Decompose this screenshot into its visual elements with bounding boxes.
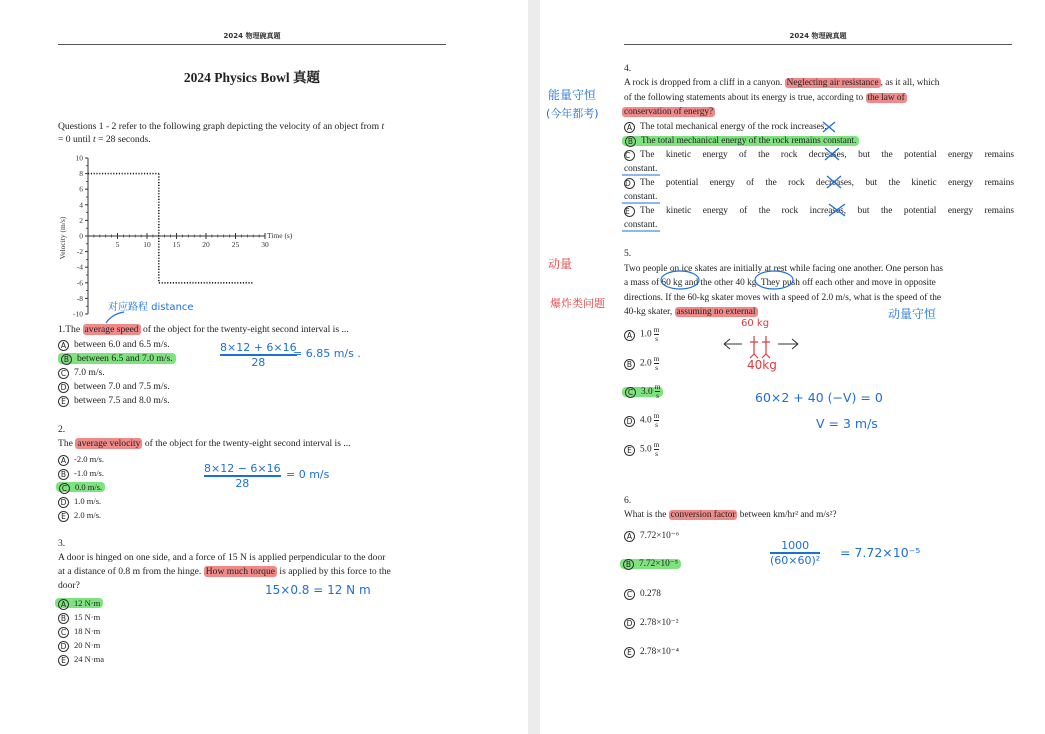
option-circle-icon: C [58, 368, 69, 379]
q4-option-a[interactable]: A The total mechanical energy of the rock increases. [624, 121, 827, 133]
q1-answer-highlight: B between 6.5 and 7.0 m/s. [58, 353, 176, 364]
option-circle-icon: D [58, 497, 69, 508]
q2-highlight: average velocity [77, 438, 141, 449]
unit-fraction: $\frac{m}{s}$ [653, 411, 660, 429]
chart-x-tick-label: 20 [202, 240, 210, 249]
option-circle-icon: A [58, 455, 69, 466]
q5-number: 5. [624, 248, 632, 259]
chart-y-tick-label: 10 [75, 153, 83, 163]
q6-calc-result: = 7.72×10⁻⁵ [840, 545, 921, 560]
velocity-time-chart [55, 150, 315, 320]
q2-calc-result: = 0 m/s [286, 468, 330, 481]
option-circle-icon: D [624, 416, 635, 427]
q5-note-conservation: 动量守恒 [888, 307, 937, 321]
q5-skaters-sketch [720, 330, 810, 360]
q5-option-d[interactable]: D $4.0 \frac{m}{s}$ [624, 412, 659, 429]
chart-y-tick-label: 8 [79, 169, 83, 179]
option-circle-icon: C [58, 627, 69, 638]
intro-line-1: Questions 1 - 2 refer to the following graph depicting the velocity of an object from t [58, 121, 385, 132]
q2-question: The average velocity of the object for the twenty-eight second interval is ... [58, 438, 351, 449]
option-circle-icon: E [624, 445, 635, 456]
option-circle-icon: E [624, 206, 635, 217]
option-circle-icon: E [58, 655, 69, 666]
option-circle-icon: B [61, 354, 72, 365]
q2-answer-highlight: C 0.0 m/s. [56, 482, 105, 492]
q5-line-3: directions. If the 60-kg skater moves with a speed of 2.0 m/s, what is the speed of the [624, 293, 942, 303]
chart-y-tick-label: -6 [76, 278, 83, 288]
option-circle-icon: D [58, 641, 69, 652]
option-circle-icon: B [58, 613, 69, 624]
q4-number: 4. [624, 63, 632, 74]
chart-series-line [88, 174, 253, 283]
q4-option-e[interactable]: E The kinetic energy of the rock increases, but the potential energy remains [625, 206, 1014, 216]
q2-option-b[interactable]: B -1.0 m/s. [58, 467, 104, 480]
option-circle-icon: A [58, 599, 69, 610]
q4-line-3 [622, 105, 715, 119]
q3-answer-highlight: A 12 N·m [55, 598, 103, 608]
option-circle-icon: B [58, 469, 69, 480]
q5-option-b[interactable]: B $2.0 \frac{m}{s}$ [624, 355, 659, 372]
q2-option-c[interactable] [56, 481, 105, 494]
q4-option-e-cont: constant. [624, 220, 658, 230]
q2-number: 2. [58, 424, 66, 435]
q4-option-d-cont: constant. [624, 192, 658, 202]
q4-note-1: 能量守恒 [548, 88, 597, 102]
q4-highlight-2: the law of [867, 93, 905, 103]
q4-option-c[interactable]: C The kinetic energy of the rock decreases, but the potential energy remains [625, 150, 1014, 160]
option-circle-icon: C [624, 589, 635, 600]
document-page-right [540, 0, 1045, 734]
unit-fraction: $\frac{m}{s}$ [654, 382, 661, 400]
q3-option-d[interactable]: D 20 N·m [58, 639, 100, 652]
q3-calc: 15×0.8 = 12 N m [265, 583, 371, 597]
option-circle-icon: D [624, 618, 635, 629]
q6-option-b[interactable] [620, 558, 681, 570]
q5-equation: 60×2 + 40 (−V) = 0 [755, 390, 883, 405]
q5-skater-label-top: 60 kg [741, 318, 770, 329]
option-circle-icon: A [624, 531, 635, 542]
q1-calc-result: = 6.85 m/s . [293, 347, 361, 360]
option-circle-icon: B [625, 136, 636, 147]
q6-option-d[interactable]: D 2.78×10⁻² [624, 617, 679, 629]
q1-highlight: average speed [84, 324, 139, 335]
q4-highlight-1: Neglecting air resistance [786, 78, 879, 88]
q3-option-a[interactable] [55, 597, 103, 610]
q3-line-1: A door is hinged on one side, and a force of 15 N is applied perpendicular to the door [58, 552, 386, 563]
q2-option-e[interactable]: E 2.0 m/s. [58, 509, 101, 522]
q4-underline-marks [620, 143, 664, 233]
q3-option-c[interactable]: C 18 N·m [58, 625, 100, 638]
q1-question: 1.The average speed of the object for the twenty-eight second interval is ... [58, 324, 349, 335]
q3-number: 3. [58, 538, 66, 549]
option-circle-icon: E [58, 396, 69, 407]
option-circle-icon: C [625, 387, 636, 398]
q3-option-e[interactable]: E 24 N·ma [58, 653, 104, 666]
chart-y-tick-label: -4 [76, 262, 83, 272]
q6-number: 6. [624, 495, 632, 506]
q4-option-d[interactable]: D The potential energy of the rock decreases, but the kinetic energy remains [625, 178, 1014, 188]
option-circle-icon: D [624, 178, 635, 189]
q4-line-1: A rock is dropped from a cliff in a canyon. Neglecting air resistance , as it all, which [624, 78, 940, 88]
q5-option-e[interactable]: E $5.0 \frac{m}{s}$ [624, 441, 659, 458]
q3-option-b[interactable]: B 15 N·m [58, 611, 100, 624]
q1-option-b[interactable] [58, 353, 176, 365]
chart-x-tick-label: 10 [143, 240, 151, 249]
q6-option-a[interactable]: A 7.72×10⁻⁶ [624, 530, 679, 542]
q6-calc-fraction: 1000 (60×60)² [770, 539, 821, 567]
chart-y-axis-label: Velocity (m/s) [58, 216, 67, 260]
q5-skater-label-bottom: 40kg [747, 358, 777, 372]
option-circle-icon: C [59, 483, 70, 494]
q3-line-3: door? [58, 580, 80, 591]
q1-option-e[interactable]: E between 7.5 and 8.0 m/s. [58, 395, 170, 407]
chart-y-tick-label: 4 [79, 200, 83, 210]
option-circle-icon: C [624, 150, 635, 161]
intro-line-2: = 0 until t = 28 seconds. [58, 134, 151, 145]
header-rule [58, 44, 446, 45]
option-circle-icon: A [624, 122, 635, 133]
option-circle-icon: E [58, 511, 69, 522]
q6-option-e[interactable]: E 2.78×10⁻⁴ [624, 646, 679, 658]
q6-option-c[interactable]: C 0.278 [624, 588, 661, 600]
q5-note-momentum: 动量 [548, 257, 573, 271]
chart-x-axis-label: Time (s) [267, 231, 293, 240]
option-circle-icon: A [624, 330, 635, 341]
unit-fraction: $\frac{m}{s}$ [653, 440, 660, 458]
q4-highlight-3: conservation of energy? [624, 107, 714, 117]
chart-x-tick-label: 5 [115, 240, 120, 249]
q6-question: What is the conversion factor between km/hr² and m/s²? [624, 510, 837, 520]
q5-line-4: 40-kg skater, assuming no external [624, 307, 756, 317]
q5-line-2: a mass of 60 kg and the other 40 kg. They push off each other and move in opposite [624, 278, 936, 288]
q1-note-arrow [104, 310, 126, 324]
q4-answer-highlight: B The total mechanical energy of the rock remains constant. [622, 136, 859, 146]
q1-note-distance: 对应路程 distance [108, 302, 194, 313]
q5-highlight: assuming no external [676, 307, 756, 317]
q5-mass-circles [658, 268, 808, 290]
q4-option-c-cont: constant. [624, 164, 658, 174]
page-header: 2024 物理碗真題 [223, 32, 281, 40]
q1-option-a[interactable]: A between 6.0 and 6.5 m/s. [58, 339, 170, 351]
q1-option-d[interactable]: D between 7.0 and 7.5 m/s. [58, 381, 170, 393]
header-rule [624, 44, 1012, 45]
unit-fraction: $\frac{m}{s}$ [653, 325, 660, 343]
q5-option-a[interactable]: A $1.0 \frac{m}{s}$ [624, 326, 659, 343]
option-circle-icon: B [623, 559, 634, 570]
chart-y-tick-label: -8 [76, 293, 83, 303]
q5-option-c[interactable] [622, 383, 663, 400]
chart-y-tick-label: 2 [79, 215, 83, 225]
q5-line-1: Two people on ice skates are initially at rest while facing one another. One person has [624, 264, 943, 274]
q2-option-a[interactable]: A -2.0 m/s. [58, 453, 104, 466]
option-circle-icon: E [624, 647, 635, 658]
unit-fraction: $\frac{m}{s}$ [653, 354, 660, 372]
chart-y-tick-label: 6 [79, 184, 83, 194]
chart-axes [73, 154, 269, 319]
q1-option-c[interactable]: C 7.0 m/s. [58, 367, 105, 379]
chart-y-tick-label: -10 [73, 309, 83, 319]
document-title: 2024 Physics Bowl 真題 [183, 70, 321, 85]
q2-calc-fraction: 8×12 − 6×16 28 [204, 462, 281, 490]
option-circle-icon: D [58, 382, 69, 393]
chart-y-tick-label: -2 [76, 247, 83, 257]
page-header: 2024 物理碗真題 [789, 32, 847, 40]
q5-result: V = 3 m/s [816, 416, 878, 431]
chart-x-tick-label: 30 [261, 240, 269, 249]
q6-highlight: conversion factor [670, 510, 736, 520]
q4-cross-marks [815, 118, 875, 228]
q2-option-d[interactable]: D 1.0 m/s. [58, 495, 101, 508]
q6-answer-highlight: B 7.72×10⁻⁵ [620, 559, 681, 569]
q4-line-2: of the following statements about its energy is true, according to the law of [624, 93, 905, 103]
chart-y-tick-label: 0 [79, 231, 83, 241]
option-circle-icon: B [624, 359, 635, 370]
q3-highlight: How much torque [205, 566, 276, 577]
chart-x-tick-label: 15 [172, 240, 181, 249]
option-circle-icon: A [58, 340, 69, 351]
q5-note-explosion: 爆炸类问题 [550, 297, 605, 310]
chart-x-tick-label: 25 [231, 240, 240, 249]
q4-note-2: (今年都考) [546, 107, 599, 120]
q1-calc-fraction: 8×12 + 6×16 28 [220, 341, 297, 369]
q3-line-2: at a distance of 0.8 m from the hinge. How much torque is applied by this force to the [58, 566, 391, 577]
q5-answer-highlight: C $3.0 \frac{m}{s}$ [622, 387, 663, 397]
